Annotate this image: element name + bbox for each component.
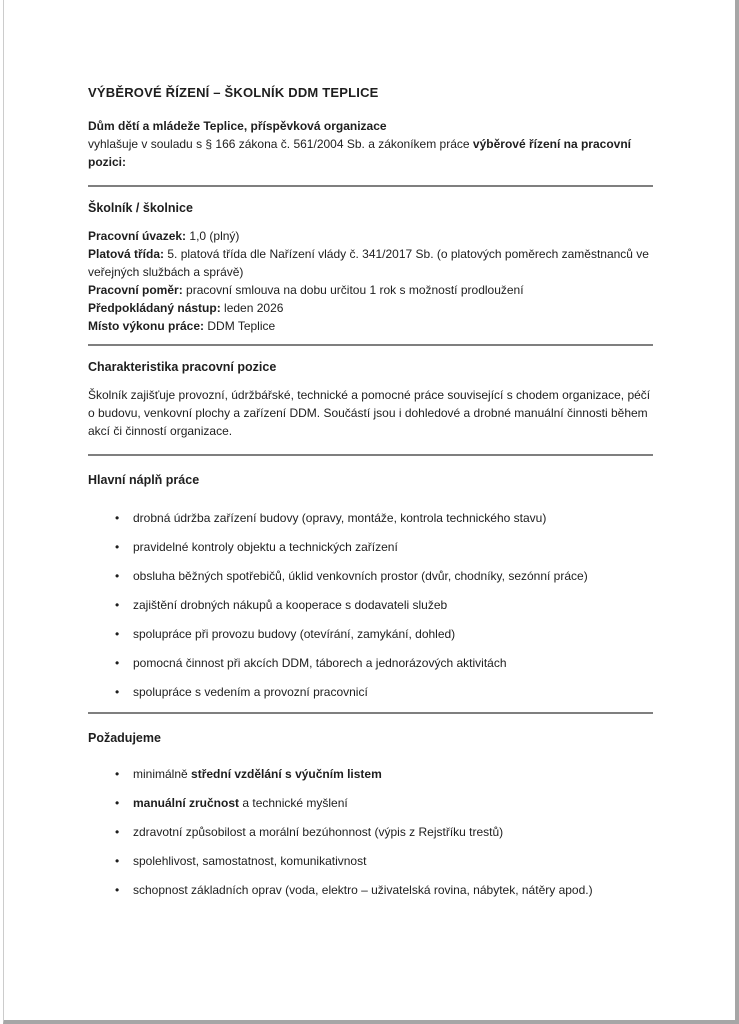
list-item-text: spolehlivost, samostatnost, komunikativnost (133, 854, 367, 868)
document-title: VÝBĚROVÉ ŘÍZENÍ – ŠKOLNÍK DDM TEPLICE (88, 85, 379, 100)
detail-label: Pracovní poměr: (88, 283, 183, 297)
list-item (133, 596, 653, 614)
list-item (133, 881, 653, 899)
list-item (133, 683, 653, 701)
list-item-text: drobná údržba zařízení budovy (opravy, montáže, kontrola technického stavu) (133, 511, 547, 525)
detail-value: 1,0 (plný) (189, 229, 240, 243)
characteristics-heading: Charakteristika pracovní pozice (88, 360, 277, 374)
detail-row-platova-trida (88, 245, 653, 281)
list-item-text: zajištění drobných nákupů a kooperace s dodavateli služeb (133, 598, 448, 612)
detail-row-nastup (88, 299, 653, 317)
section-divider (88, 344, 653, 346)
characteristics-paragraph: Školník zajišťuje provozní, údržbářské, technické a pomocné práce související s chodem organizace, péčí o budovu, venkovní plochy a zařízení DDM. Součástí jsou i dohledové a drobné manuální činnosti během akcí či činností organizace. (88, 388, 651, 438)
list-item-text: obsluha běžných spotřebičů, úklid venkovních prostor (dvůr, chodníky, sezónní práce) (133, 569, 588, 583)
detail-value: pracovní smlouva na dobu určitou 1 rok s možností prodloužení (186, 283, 524, 297)
section-divider (88, 712, 653, 714)
list-item-text-bold: manuální zručnost (133, 796, 240, 810)
detail-label: Pracovní úvazek: (88, 229, 187, 243)
organization-name: Dům dětí a mládeže Teplice, příspěvková organizace (88, 119, 387, 133)
intro-paragraph (88, 135, 653, 171)
list-item-text: a technické myšlení (239, 796, 348, 810)
list-item-text: spolupráce s vedením a provozní pracovnicí (133, 685, 368, 699)
list-item-text-bold: střední vzdělání s výučním listem (191, 767, 382, 781)
list-item-text: minimálně (133, 767, 192, 781)
detail-row-misto (88, 317, 653, 335)
position-details (88, 227, 653, 335)
detail-label: Předpokládaný nástup: (88, 301, 221, 315)
detail-value: DDM Teplice (207, 319, 276, 333)
requirements-heading: Požadujeme (88, 731, 161, 745)
list-item-text: pomocná činnost při akcích DDM, táborech a jednorázových aktivitách (133, 656, 507, 670)
detail-row-pomer (88, 281, 653, 299)
list-item (133, 567, 653, 585)
requirements-list (88, 765, 653, 899)
list-item (133, 794, 653, 812)
intro-text: vyhlašuje v souladu s § 166 zákona č. 561/2004 Sb. a zákoníkem práce (88, 137, 473, 151)
list-item-text: pravidelné kontroly objektu a technických zařízení (133, 540, 398, 554)
detail-value: 5. platová třída dle Nařízení vlády č. 341/2017 Sb. (o platových poměrech zaměstnanců ve veřejných službách a správě) (88, 247, 649, 279)
detail-row-uvazek (88, 227, 653, 245)
list-item (133, 765, 653, 783)
list-item (133, 823, 653, 841)
document-page (3, 0, 739, 1024)
detail-label: Místo výkonu práce: (88, 319, 205, 333)
list-item (133, 509, 653, 527)
list-item (133, 852, 653, 870)
position-heading: Školník / školnice (88, 201, 193, 215)
list-item-text: spolupráce při provozu budovy (otevírání, zamykání, dohled) (133, 627, 456, 641)
list-item (133, 538, 653, 556)
document-content (4, 0, 735, 899)
duties-heading: Hlavní náplň práce (88, 473, 200, 487)
detail-value: leden 2026 (224, 301, 284, 315)
detail-label: Platová třída: (88, 247, 165, 261)
list-item (133, 654, 653, 672)
duties-list (88, 509, 653, 701)
list-item-text: zdravotní způsobilost a morální bezúhonnost (výpis z Rejstříku trestů) (133, 825, 504, 839)
section-divider (88, 454, 653, 456)
intro-text-bold: výběrové řízení na pracovní pozici: (88, 137, 631, 169)
list-item-text: schopnost základních oprav (voda, elektro – uživatelská rovina, nábytek, nátěry apod.) (133, 883, 593, 897)
section-divider (88, 185, 653, 187)
list-item (133, 625, 653, 643)
